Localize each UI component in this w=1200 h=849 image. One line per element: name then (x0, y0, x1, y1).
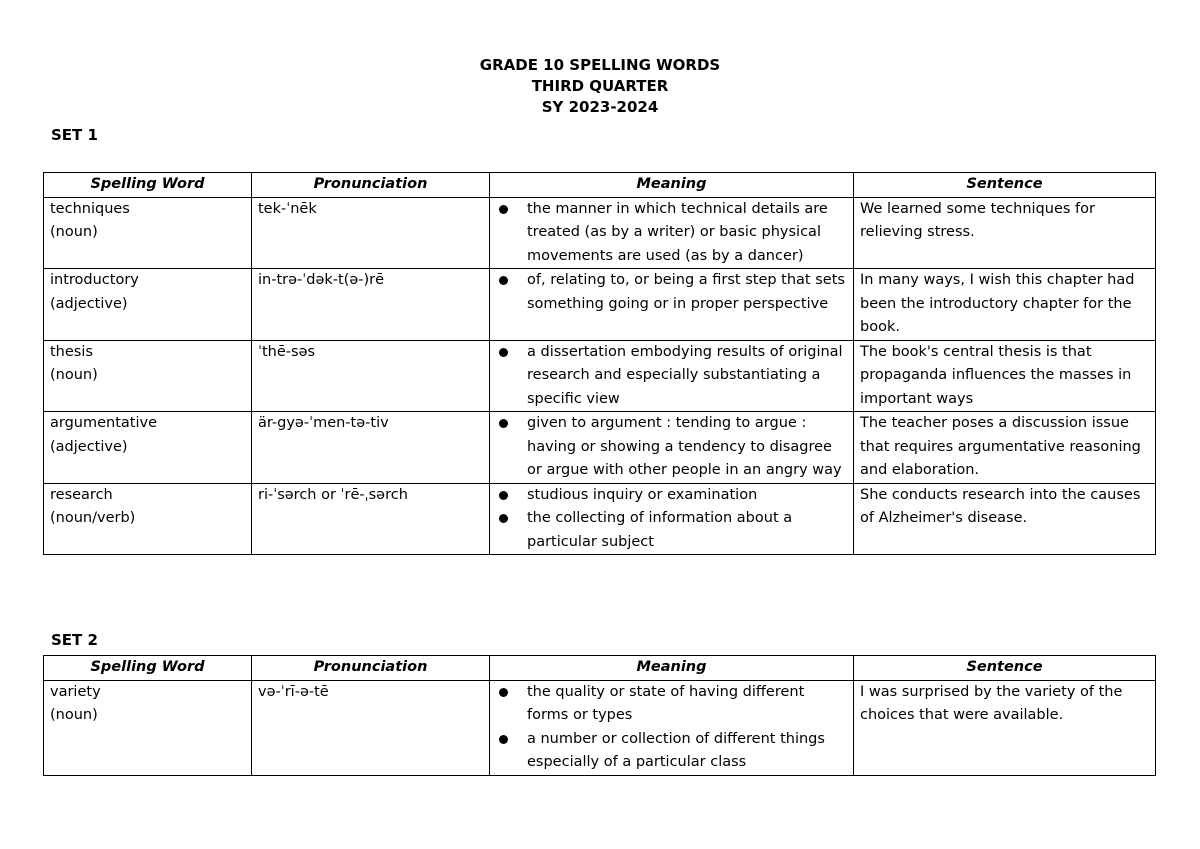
bullet-icon (499, 205, 508, 214)
meaning-cell (490, 269, 854, 341)
part-of-speech: (noun) (50, 707, 98, 723)
pronunciation-cell: və-ˈrī-ə-tē (252, 680, 490, 775)
pronunciation-cell: in-trə-ˈdək-t(ə-)rē (252, 269, 490, 341)
pronunciation-cell: är-gyə-ˈmen-tə-tiv (252, 412, 490, 484)
bullet-icon (499, 491, 508, 500)
bullet-icon (499, 276, 508, 285)
meaning-text: the collecting of information about a particular subject (527, 510, 793, 550)
bullet-icon (499, 514, 508, 523)
table-row (44, 412, 1156, 484)
document-subtitle-quarter: THIRD QUARTER (531, 77, 669, 95)
set-2-label: SET 2 (51, 631, 98, 649)
column-header-sentence: Sentence (854, 656, 1156, 681)
meaning-list (490, 341, 847, 412)
document-subtitle-school-year: SY 2023-2024 (541, 98, 659, 116)
table-header-row (44, 656, 1156, 681)
meaning-text: the manner in which technical details are treated (as by a writer) or basic physical movements are used (as by a dancer) (527, 200, 828, 264)
meaning-item (490, 507, 847, 554)
part-of-speech: (adjective) (50, 438, 128, 455)
table-row (44, 197, 1156, 269)
spelling-word: introductory (50, 272, 139, 288)
meaning-text: given to argument : tending to argue : having or showing a tendency to disagree or argue with other people in an angry way (527, 415, 842, 478)
spelling-word: research (50, 486, 113, 503)
spelling-word-cell (44, 483, 252, 555)
bullet-icon (499, 348, 508, 357)
spelling-word: thesis (50, 343, 93, 360)
part-of-speech: (adjective) (50, 295, 128, 312)
document-title: GRADE 10 SPELLING WORDS (479, 56, 721, 74)
meaning-text: of, relating to, or being a first step that sets something going or in proper perspective (527, 272, 845, 312)
table-row (44, 340, 1156, 412)
column-header-spelling-word: Spelling Word (44, 656, 252, 681)
meaning-item (490, 728, 847, 775)
meaning-list (490, 484, 847, 555)
meaning-text: studious inquiry or examination (527, 486, 758, 503)
bullet-icon (499, 419, 508, 428)
set-1-table (43, 172, 1156, 555)
column-header-meaning: Meaning (490, 173, 854, 198)
sentence-cell: The teacher poses a discussion issue that requires argumentative reasoning and elaboration. (854, 412, 1156, 484)
sentence-cell: In many ways, I wish this chapter had been the introductory chapter for the book. (854, 269, 1156, 341)
meaning-list (490, 198, 847, 269)
meaning-list (490, 681, 847, 775)
spelling-word-cell (44, 680, 252, 775)
meaning-cell (490, 680, 854, 775)
meaning-cell (490, 197, 854, 269)
spelling-word: techniques (50, 200, 130, 217)
part-of-speech: (noun) (50, 367, 98, 383)
meaning-list (490, 412, 847, 483)
table-row (44, 483, 1156, 555)
set-1-label: SET 1 (51, 126, 98, 144)
spelling-word-cell (44, 340, 252, 412)
bullet-icon (499, 688, 508, 697)
sentence-cell: The book's central thesis is that propaganda influences the masses in important ways (854, 340, 1156, 412)
pronunciation-cell: tek-ˈnēk (252, 197, 490, 269)
meaning-text: the quality or state of having different forms or types (527, 683, 805, 723)
spelling-word-cell (44, 197, 252, 269)
table-row (44, 269, 1156, 341)
set-2-table (43, 655, 1156, 776)
spelling-word-cell (44, 269, 252, 341)
sentence-cell: We learned some techniques for relieving stress. (854, 197, 1156, 269)
spelling-word-cell (44, 412, 252, 484)
spelling-word: variety (50, 683, 101, 700)
meaning-item (490, 681, 847, 728)
document-header (0, 55, 1200, 118)
spelling-word: argumentative (50, 415, 158, 431)
table-row (44, 680, 1156, 775)
meaning-cell (490, 483, 854, 555)
column-header-pronunciation: Pronunciation (252, 656, 490, 681)
meaning-item (490, 484, 847, 508)
column-header-spelling-word: Spelling Word (44, 173, 252, 198)
pronunciation-cell: ri-ˈsərch or ˈrē-ˌsərch (252, 483, 490, 555)
meaning-item (490, 269, 847, 316)
column-header-sentence: Sentence (854, 173, 1156, 198)
meaning-list (490, 269, 847, 316)
part-of-speech: (noun) (50, 224, 98, 240)
column-header-pronunciation: Pronunciation (252, 173, 490, 198)
meaning-text: a number or collection of different things especially of a particular class (527, 730, 825, 770)
sentence-cell: I was surprised by the variety of the choices that were available. (854, 680, 1156, 775)
meaning-cell (490, 412, 854, 484)
table-header-row (44, 173, 1156, 198)
bullet-icon (499, 735, 508, 744)
part-of-speech: (noun/verb) (50, 510, 136, 526)
meaning-text: a dissertation embodying results of original research and especially substantiating a specific view (527, 343, 843, 407)
meaning-item (490, 412, 847, 483)
sentence-cell: She conducts research into the causes of Alzheimer's disease. (854, 483, 1156, 555)
column-header-meaning: Meaning (490, 656, 854, 681)
meaning-item (490, 341, 847, 412)
meaning-item (490, 198, 847, 269)
pronunciation-cell: ˈthē-səs (252, 340, 490, 412)
meaning-cell (490, 340, 854, 412)
